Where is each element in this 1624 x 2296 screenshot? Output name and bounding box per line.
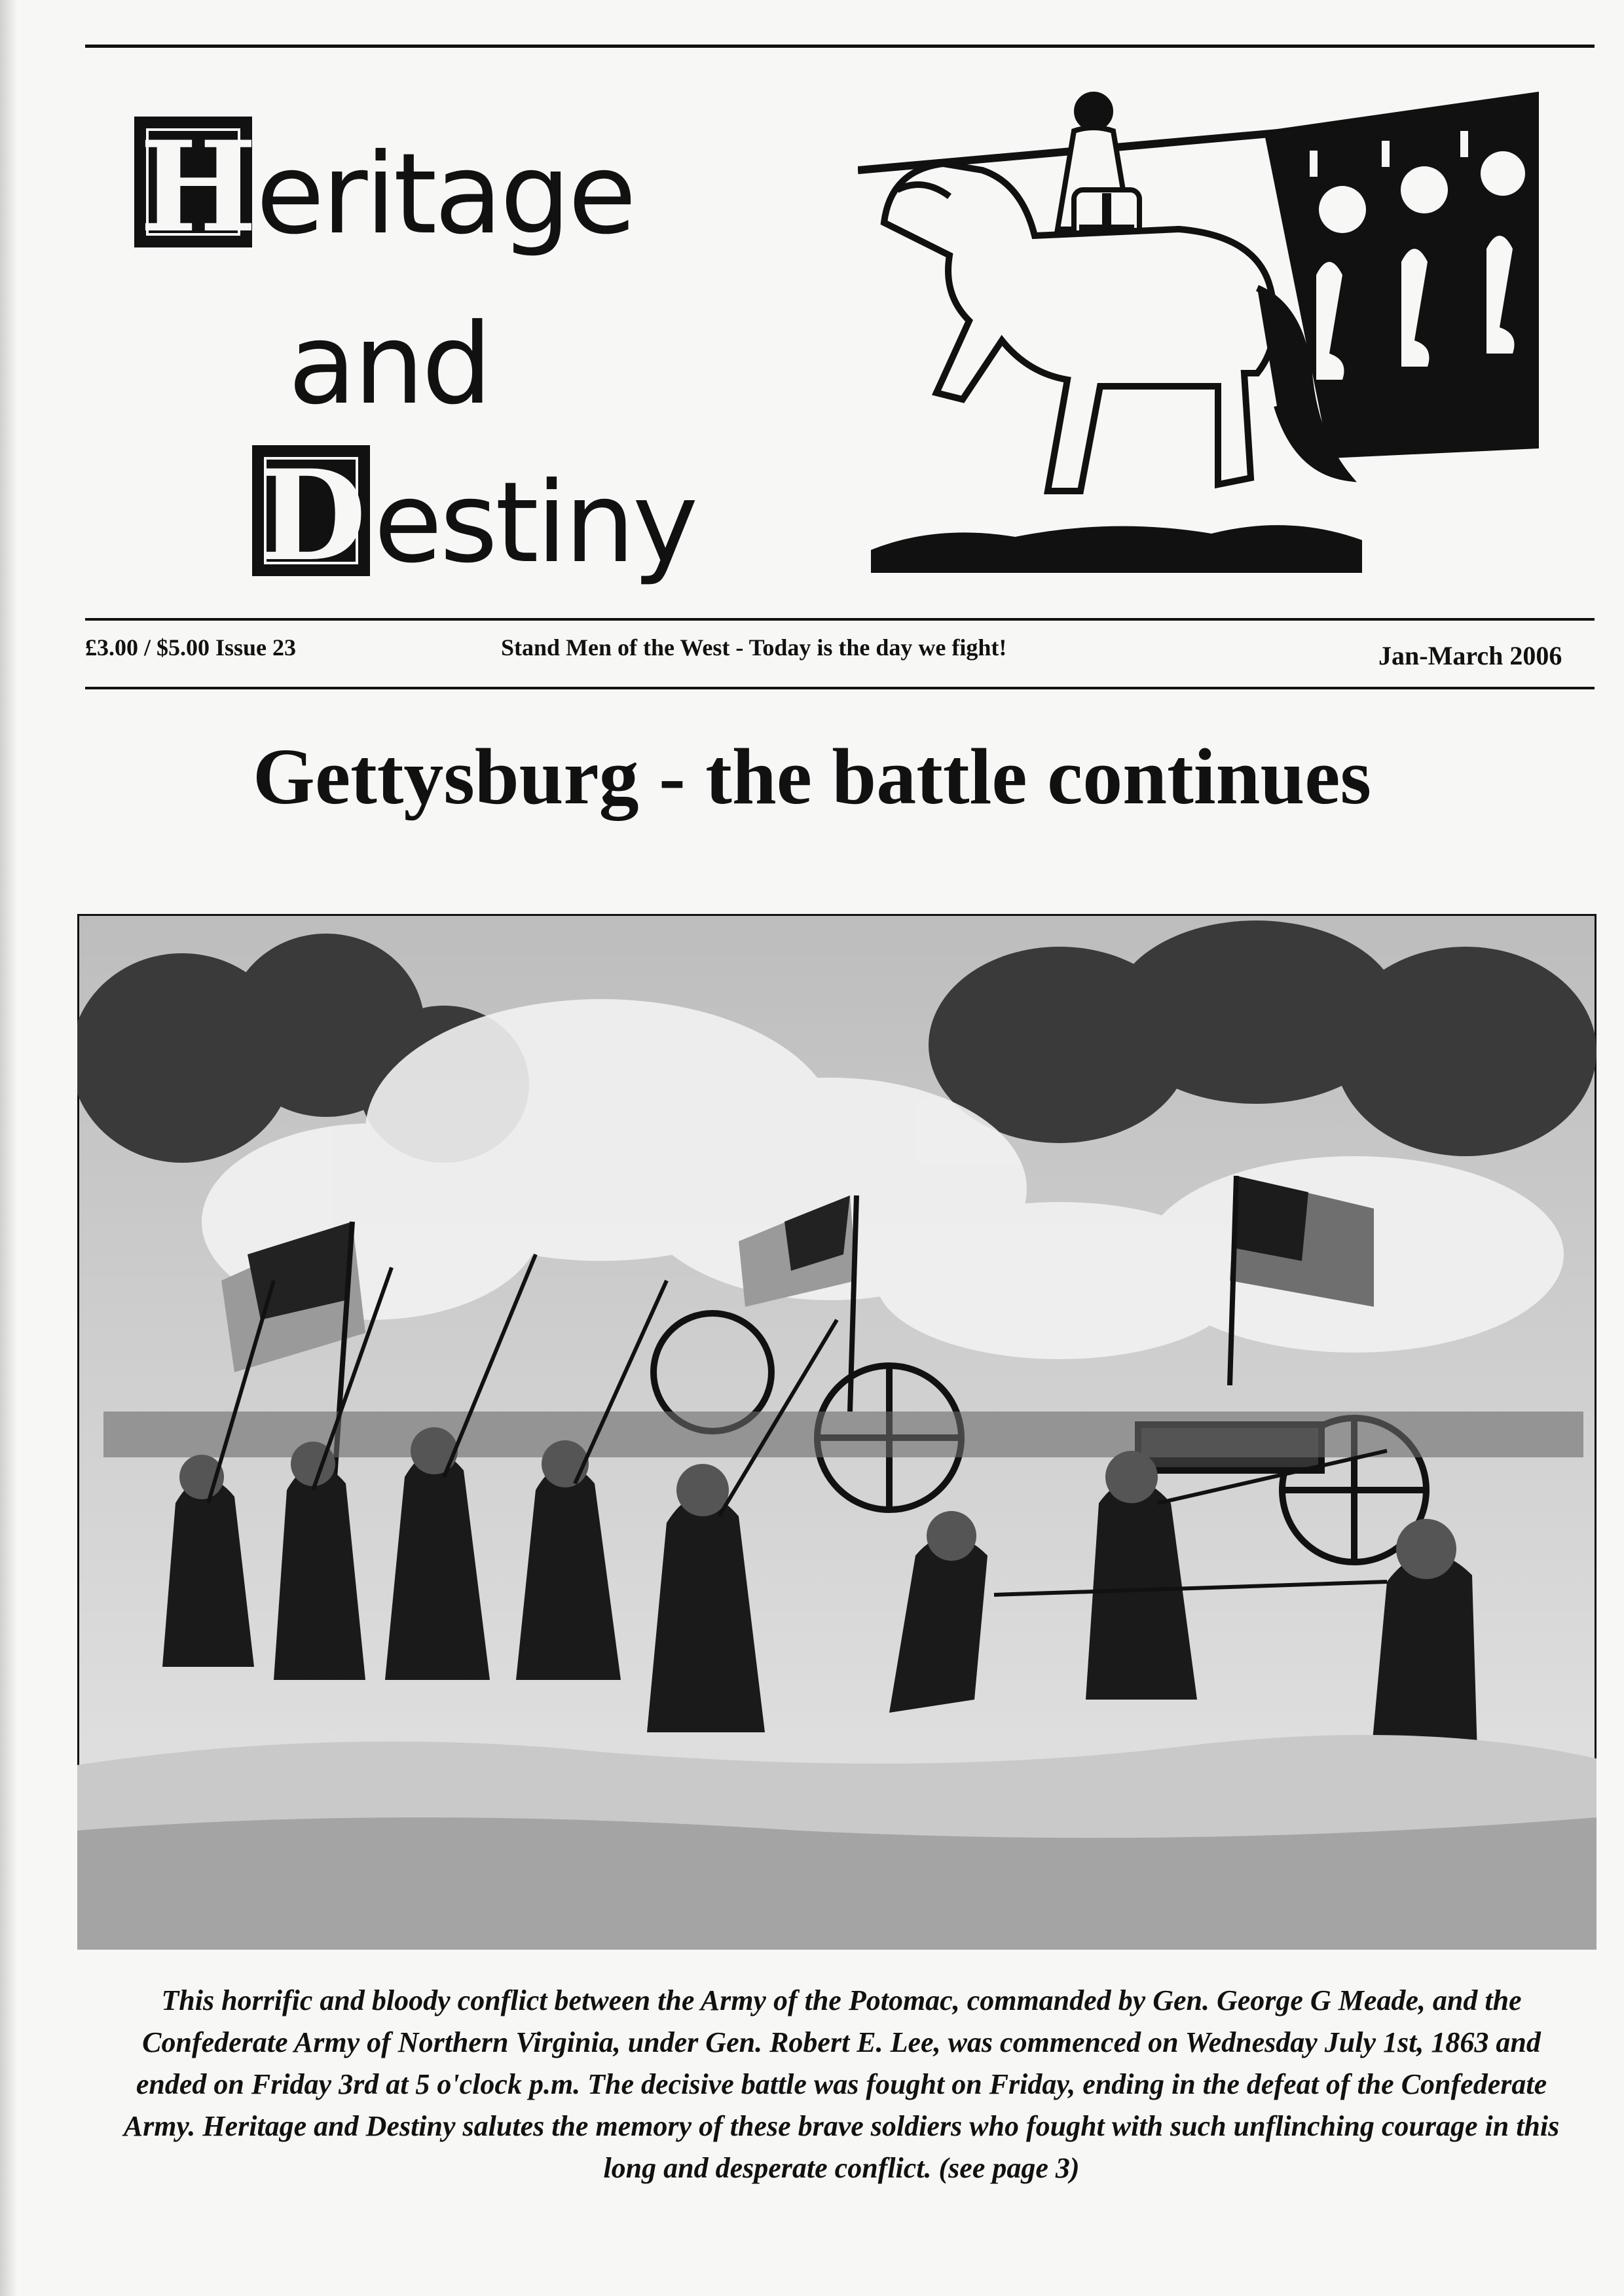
ground-icon: [871, 525, 1362, 573]
page-edge-shadow: [0, 0, 17, 2296]
info-bar-bottom-rule: [85, 687, 1595, 689]
masthead-and-text: and: [288, 300, 490, 429]
masthead-destiny-text: estiny: [374, 458, 696, 588]
info-bar-top-rule: [85, 618, 1595, 621]
slogan: Stand Men of the West - Today is the day we fight!: [501, 634, 1007, 661]
masthead-drop-cap-h: H: [134, 117, 252, 247]
masthead-drop-cap-d: D: [252, 445, 370, 576]
knight-illustration: [858, 92, 1552, 576]
price-issue: £3.00 / $5.00 Issue 23: [85, 634, 297, 661]
headline: Gettysburg - the battle continues: [253, 733, 1371, 821]
cover-caption: This horrific and bloody conflict between the Army of the Potomac, commanded by Gen. George G Meade, and the Confederate Army of Northern Virginia, under Gen. Robert E. Lee, was commenced on Wednesday July 1st, 1863 and ended on Friday 3rd at 5 o'clock p.m. The decisive battle was fought on Friday, ending in the defeat of the Confederate Army. Heritage and Destiny salutes the memory of these brave soldiers who fought with such unflinching courage in this long and desperate conflict. (see page 3): [123, 1984, 1560, 2184]
top-rule: [85, 45, 1595, 48]
issue-date: Jan-March 2006: [1378, 641, 1562, 670]
masthead-line-destiny: [252, 443, 696, 589]
masthead-line-and: [288, 300, 490, 429]
masthead-heritage-text: eritage: [256, 130, 635, 259]
battle-engraving: [77, 914, 1596, 1950]
masthead-line-heritage: [134, 114, 635, 260]
